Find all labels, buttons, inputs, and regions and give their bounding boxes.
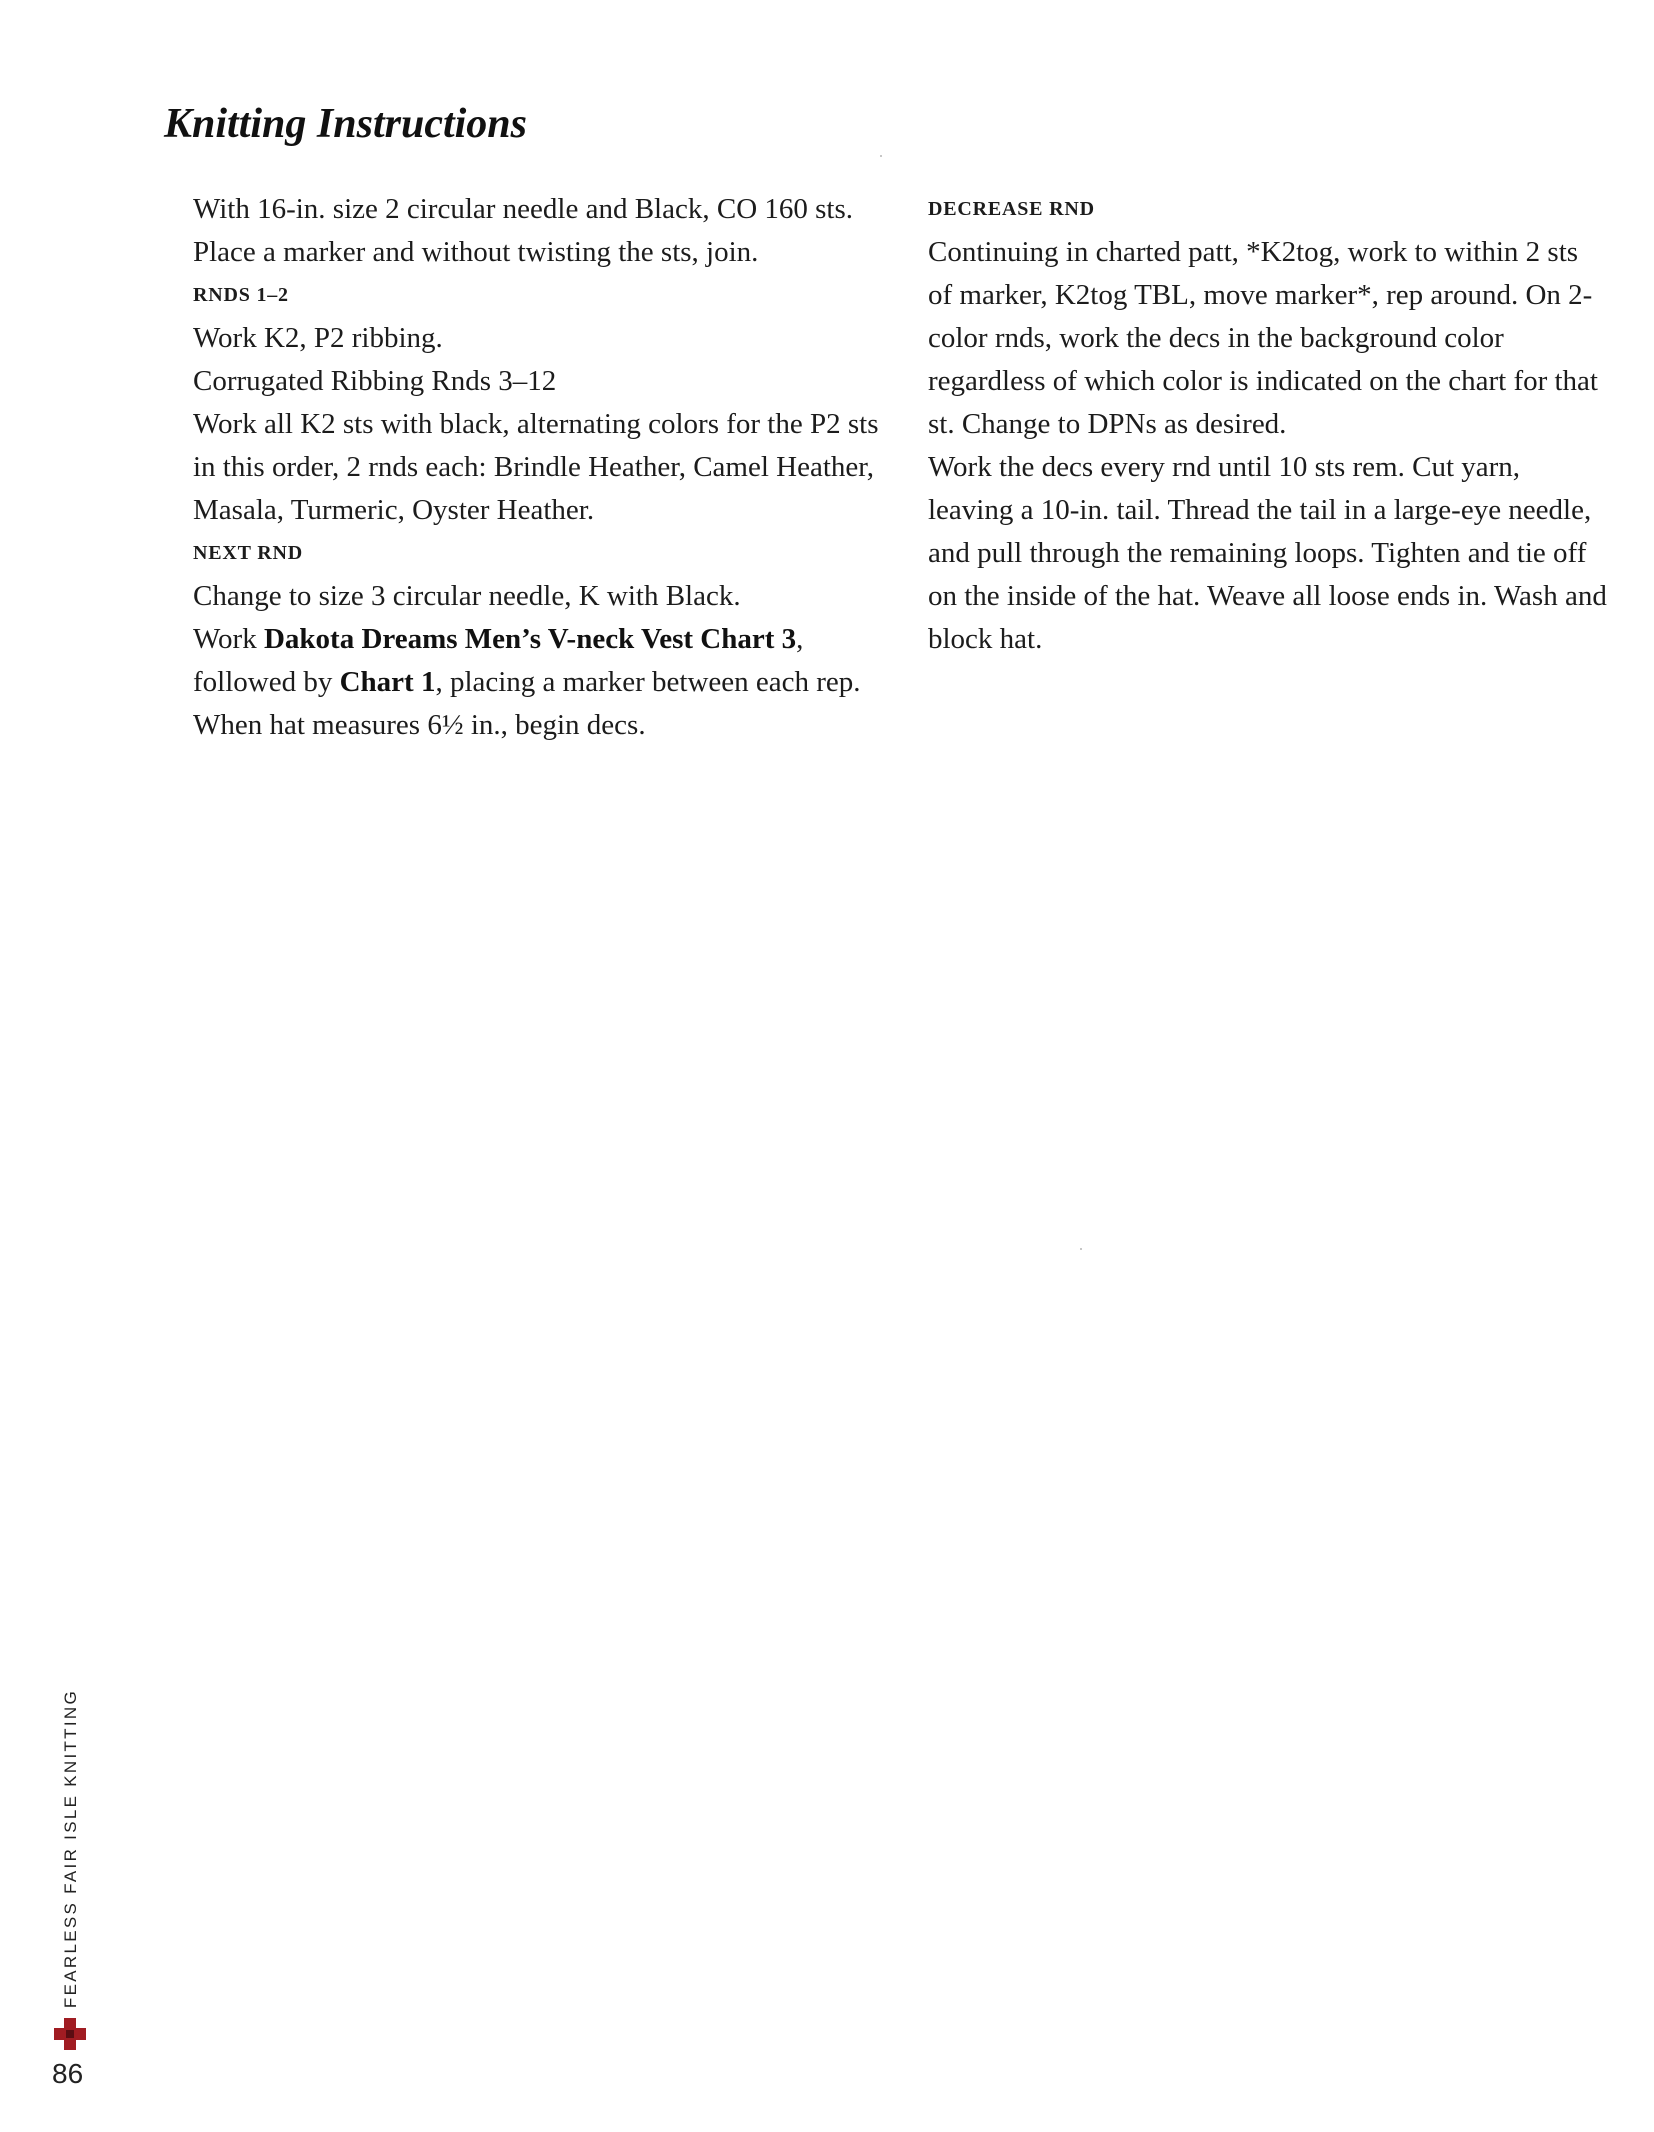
chart-paragraph-text-a: Work: [193, 623, 264, 655]
chart-paragraph: [193, 618, 893, 704]
red-cross-icon: [52, 2016, 88, 2052]
chart-paragraph-text-b: , followed by: [193, 623, 804, 698]
instructions-right-column: [928, 188, 1608, 661]
chart-3-reference: Dakota Dreams Men’s V-neck Vest Chart 3: [263, 623, 797, 655]
page-number: 86: [52, 2058, 84, 2089]
cast-on-paragraph: With 16-in. size 2 circular needle and Black, CO 160 sts. Place a marker and without twisting the sts, join.: [193, 193, 854, 268]
begin-decs-paragraph: When hat measures 6½ in., begin decs.: [193, 709, 646, 741]
running-title: FEARLESS FAIR ISLE KNITTING: [61, 1688, 80, 2008]
next-rnd-heading: NEXT RND: [193, 542, 303, 564]
scan-speck: [880, 155, 882, 157]
chart-1-reference: Chart 1: [339, 666, 436, 698]
color-order-paragraph: Work all K2 sts with black, alternating colors for the P2 sts in this order, 2 rnds each: Brindle Heather, Camel Heather, Masala, Turmeric, Oyster Heather.: [193, 408, 879, 526]
corrugated-ribbing-line: Corrugated Ribbing Rnds 3–12: [193, 365, 557, 397]
chart-paragraph-text-c: , placing a marker between each rep.: [435, 666, 861, 698]
ribbing-paragraph: Work K2, P2 ribbing.: [193, 322, 443, 354]
needle-change-paragraph: Change to size 3 circular needle, K with Black.: [193, 580, 741, 612]
decrease-paragraph: Continuing in charted patt, *K2tog, work to within 2 sts of marker, K2tog TBL, move marker*, rep around. On 2-color rnds, work the decs in the background color regardless of which color is indicated on the chart for that st. Change to DPNs as desired.: [928, 236, 1598, 440]
rnds-1-2-heading: RNDS 1–2: [193, 284, 289, 306]
finishing-paragraph: Work the decs every rnd until 10 sts rem. Cut yarn, leaving a 10-in. tail. Thread the tail in a large-eye needle, and pull through the remaining loops. Tighten and tie off on the inside of the hat. Weave all loose ends in. Wash and block hat.: [928, 451, 1607, 655]
scan-speck: [1080, 1248, 1082, 1250]
instructions-left-column: [193, 188, 893, 747]
page-title: Knitting Instructions: [164, 101, 528, 147]
decrease-rnd-heading: DECREASE RND: [928, 198, 1095, 220]
